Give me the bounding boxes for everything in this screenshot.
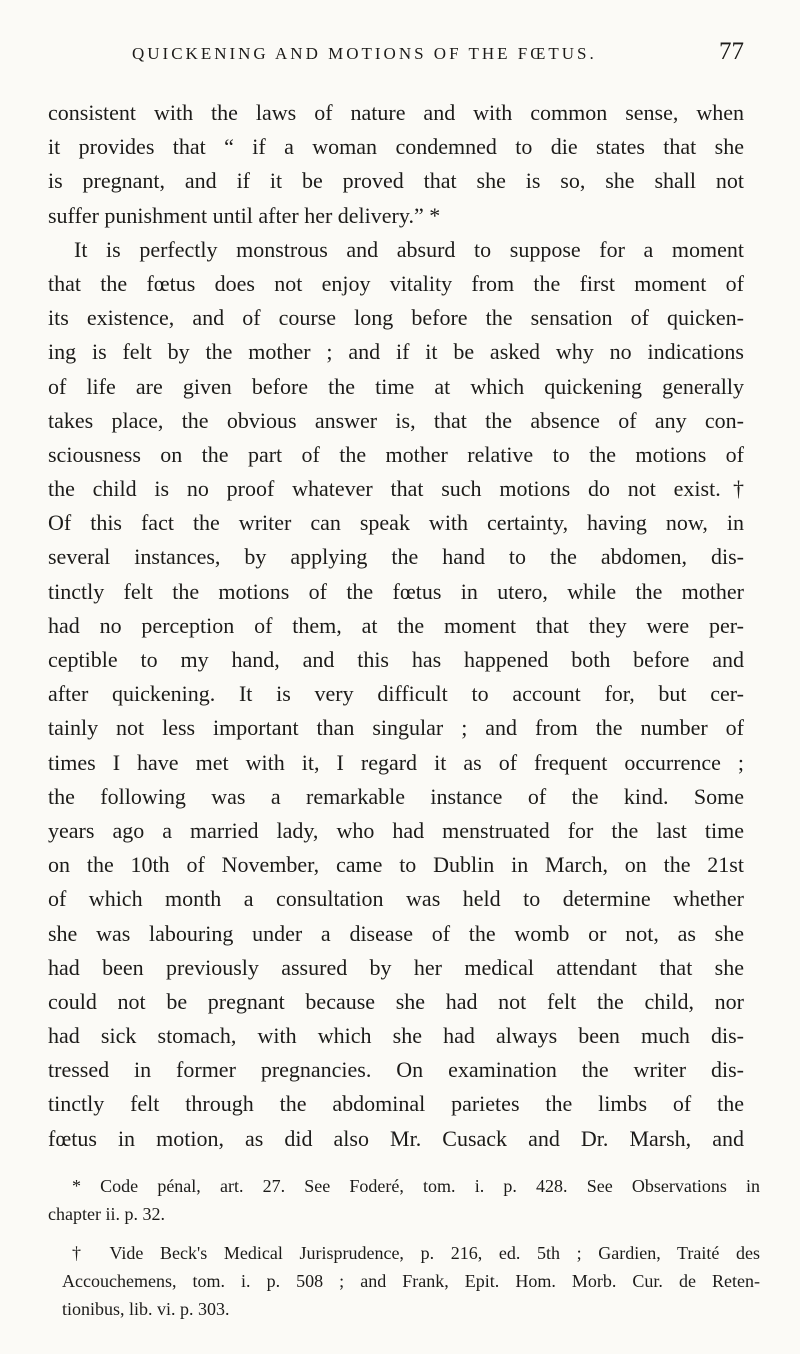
- footnote-line: Accouchemens, tom. i. p. 508 ; and Frank, Epit. Hom. Morb. Cur. de Reten-: [62, 1271, 760, 1291]
- text-line: had sick stomach, with which she had always been much dis-: [48, 1023, 744, 1049]
- text-line: on the 10th of November, came to Dublin in March, on the 21st: [48, 852, 744, 878]
- text-line: after quickening. It is very difficult to account for, but cer-: [48, 681, 744, 707]
- text-line: years ago a married lady, who had menstruated for the last time: [48, 817, 744, 843]
- text-line: it provides that “ if a woman condemned to die states that she: [48, 134, 744, 160]
- running-title: QUICKENING AND MOTIONS OF THE FŒTUS.: [132, 44, 597, 63]
- text-line: had no perception of them, at the moment that they were per-: [48, 612, 744, 638]
- text-line: consistent with the laws of nature and with common sense, when: [48, 100, 744, 125]
- text-line: ceptible to my hand, and this has happened both before and: [48, 647, 744, 672]
- text-line: the child is no proof whatever that such motions do not exist.†: [48, 476, 744, 502]
- text-line: she was labouring under a disease of the womb or not, as she: [48, 920, 744, 946]
- text-line: had been previously assured by her medical attendant that she: [48, 954, 744, 980]
- footnote-line: * Code pénal, art. 27. See Foderé, tom. i. p. 428. See Observations in: [72, 1176, 760, 1196]
- page-number: 77: [719, 38, 744, 65]
- text-line: several instances, by applying the hand to the abdomen, dis-: [48, 544, 744, 570]
- text-line: Of this fact the writer can speak with certainty, having now, in: [48, 510, 744, 536]
- text-line: tinctly felt through the abdominal parietes the limbs of the: [48, 1091, 744, 1117]
- text-line: fœtus in motion, as did also Mr. Cusack and Dr. Marsh, and: [48, 1125, 744, 1151]
- text-line: is pregnant, and if it be proved that she is so, she shall not: [48, 168, 744, 194]
- text-line: ing is felt by the mother ; and if it be asked why no indications: [48, 339, 744, 365]
- footnote-line: tionibus, lib. vi. p. 303.: [62, 1299, 230, 1319]
- footnote-line: chapter ii. p. 32.: [48, 1204, 165, 1224]
- text-line: takes place, the obvious answer is, that the absence of any con-: [48, 407, 744, 433]
- text-line: its existence, and of course long before the sensation of quicken-: [48, 305, 744, 331]
- body-text: [48, 96, 744, 1156]
- footnote-gap: [48, 1228, 760, 1239]
- running-head: [48, 36, 744, 76]
- footnote-line: † Vide Beck's Medical Jurisprudence, p. 216, ed. 5th ; Gardien, Traité des: [72, 1243, 760, 1263]
- text-line: tinctly felt the motions of the fœtus in utero, while the mother: [48, 578, 744, 604]
- text-line: times I have met with it, I regard it as of frequent occurrence ;: [48, 749, 744, 775]
- text-line: of which month a consultation was held to determine whether: [48, 886, 744, 912]
- text-line: the following was a remarkable instance of the kind. Some: [48, 783, 744, 809]
- text-line: tressed in former pregnancies. On examination the writer dis-: [48, 1057, 744, 1083]
- footnote-code-penal: [48, 1172, 760, 1228]
- text-line: could not be pregnant because she had not felt the child, nor: [48, 988, 744, 1014]
- footnote-beck: [48, 1239, 760, 1323]
- text-line: that the fœtus does not enjoy vitality from the first moment of: [48, 270, 744, 296]
- text-line: tainly not less important than singular ; and from the number of: [48, 715, 744, 741]
- footnotes: [48, 1172, 760, 1323]
- text-line: It is perfectly monstrous and absurd to suppose for a moment: [74, 236, 744, 262]
- text-line: of life are given before the time at which quickening generally: [48, 373, 744, 399]
- text-line: suffer punishment until after her delivery.” *: [48, 202, 441, 228]
- text-line: sciousness on the part of the mother relative to the motions of: [48, 441, 744, 467]
